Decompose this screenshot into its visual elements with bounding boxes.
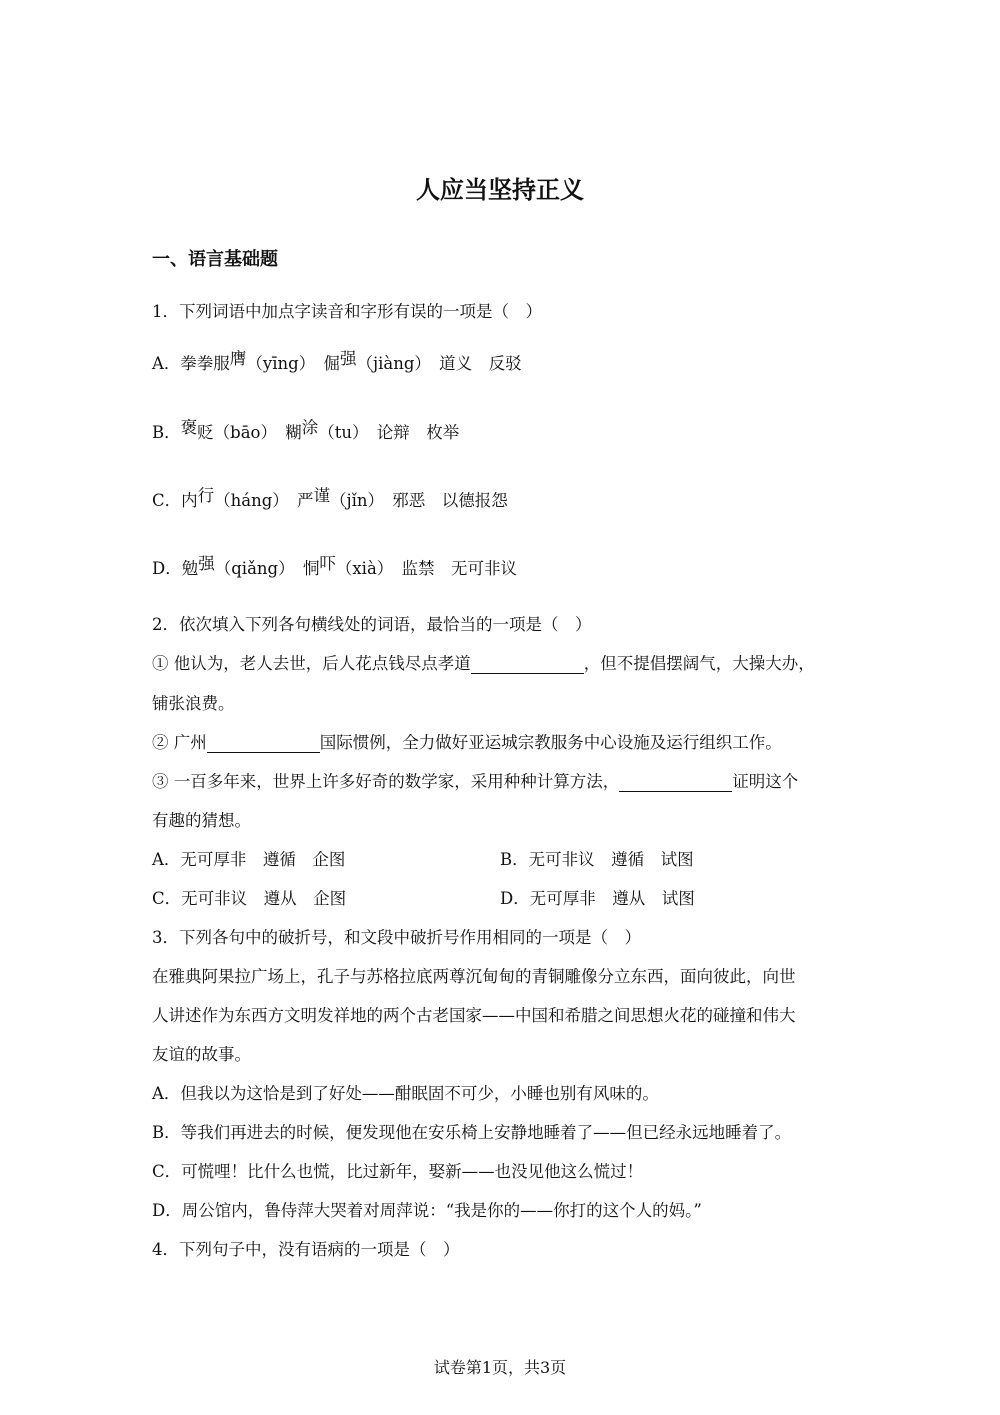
q1-b-rest2: （tu） 论辩 枚举 [318,423,460,442]
q2-s3-before: ③ 一百多年来，世界上许多好奇的数学家，采用种种计算方法， [152,772,620,791]
q1-option-d [152,555,517,579]
q3-option-a: A．但我以为这恰是到了好处——酣眠固不可少，小睡也别有风味的。 [152,1084,659,1103]
q3-passage-line-2: 人讲述作为东西方文明发祥地的两个古老国家——中国和希腊之间思想火花的碰撞和伟大 [152,1006,796,1025]
q1-b-pre: B． [152,423,181,442]
q1-d-rest2: （xià） 监禁 无可非议 [335,559,518,578]
q2-option-b: B．无可非议 遵循 试图 [500,850,694,869]
q1-option-c [152,487,508,511]
q2-option-c: C．无可非议 遵从 企图 [152,889,347,908]
q1-c-rest: （háng） 严 [214,491,314,510]
q1-c-char: 行 [197,486,215,505]
q1-b-char: 褒 [180,418,198,437]
q2-blank-3 [619,772,732,792]
document-title: 人应当坚持正义 [416,176,584,204]
q3-passage-line-3: 友谊的故事。 [152,1045,251,1064]
q1-a-char: 膺 [229,349,247,368]
q2-s2-before: ② 广州 [152,733,207,752]
q1-d-char: 强 [198,554,215,573]
q1-a-rest2: （jiàng） 道义 反驳 [356,354,522,373]
q1-c-char2: 谨 [313,486,331,505]
q1-d-rest: （qiǎng） 恫 [214,559,320,578]
q1-option-b [152,419,459,443]
section-heading: 一、语言基础题 [152,249,278,270]
q2-s2-after: 国际惯例，全力做好亚运城宗教服务中心设施及运行组织工作。 [319,733,782,752]
q3-option-d: D．周公馆内，鲁侍萍大哭着对周萍说：“我是你的——你打的这个人的妈。” [152,1201,702,1220]
q1-c-pre: C．内 [152,491,198,510]
q2-blank-1 [471,654,584,674]
q3-option-b: B．等我们再进去的时候，便发现他在安乐椅上安静地睡着了——但已经永远地睡着了。 [152,1123,792,1142]
q1-c-rest2: （jǐn） 邪恶 以德报怨 [330,491,508,510]
q1-b-char2: 涂 [301,418,319,437]
q3-passage-line-1: 在雅典阿果拉广场上，孔子与苏格拉底两尊沉甸甸的青铜雕像分立东西，面向彼此，向世 [152,967,796,986]
q4-stem: 4．下列句子中，没有语病的一项是（ ） [152,1240,460,1259]
q3-option-c: C．可慌哩！比什么也慌，比过新年，娶新——也没见他这么慌过！ [152,1162,644,1181]
q1-b-rest: 贬（bāo） 糊 [197,423,302,442]
page-footer: 试卷第1页，共3页 [433,1358,567,1377]
q2-sentence-3-cont: 有趣的猜想。 [152,811,251,830]
q2-option-a: A．无可厚非 遵循 企图 [152,850,346,869]
q2-sentence-2 [152,729,782,753]
q1-d-pre: D．勉 [152,559,199,578]
q2-s1-after: ，但不提倡摆阔气，大操大办， [583,654,815,673]
q2-stem: 2．依次填入下列各句横线处的词语，最恰当的一项是（ ） [152,615,592,634]
q1-option-a [152,350,522,374]
q3-stem: 3．下列各句中的破折号，和文段中破折号作用相同的一项是（ ） [152,928,641,947]
q2-sentence-3 [152,768,798,792]
q2-sentence-1 [152,650,815,674]
q2-blank-2 [207,733,320,753]
q2-sentence-1-cont: 铺张浪费。 [152,694,235,713]
q1-stem: 1．下列词语中加点字读音和字形有误的一项是（ ） [152,302,542,321]
q1-a-rest: （yīng） 倔 [246,354,340,373]
q1-a-char2: 强 [339,349,357,368]
q1-d-char2: 吓 [319,554,336,573]
q2-option-d: D．无可厚非 遵从 试图 [500,889,695,908]
q1-a-pre: A．拳拳服 [152,354,230,373]
q2-s1-before: ① 他认为，老人去世，后人花点钱尽点孝道 [152,654,471,673]
q2-s3-after: 证明这个 [732,772,799,791]
